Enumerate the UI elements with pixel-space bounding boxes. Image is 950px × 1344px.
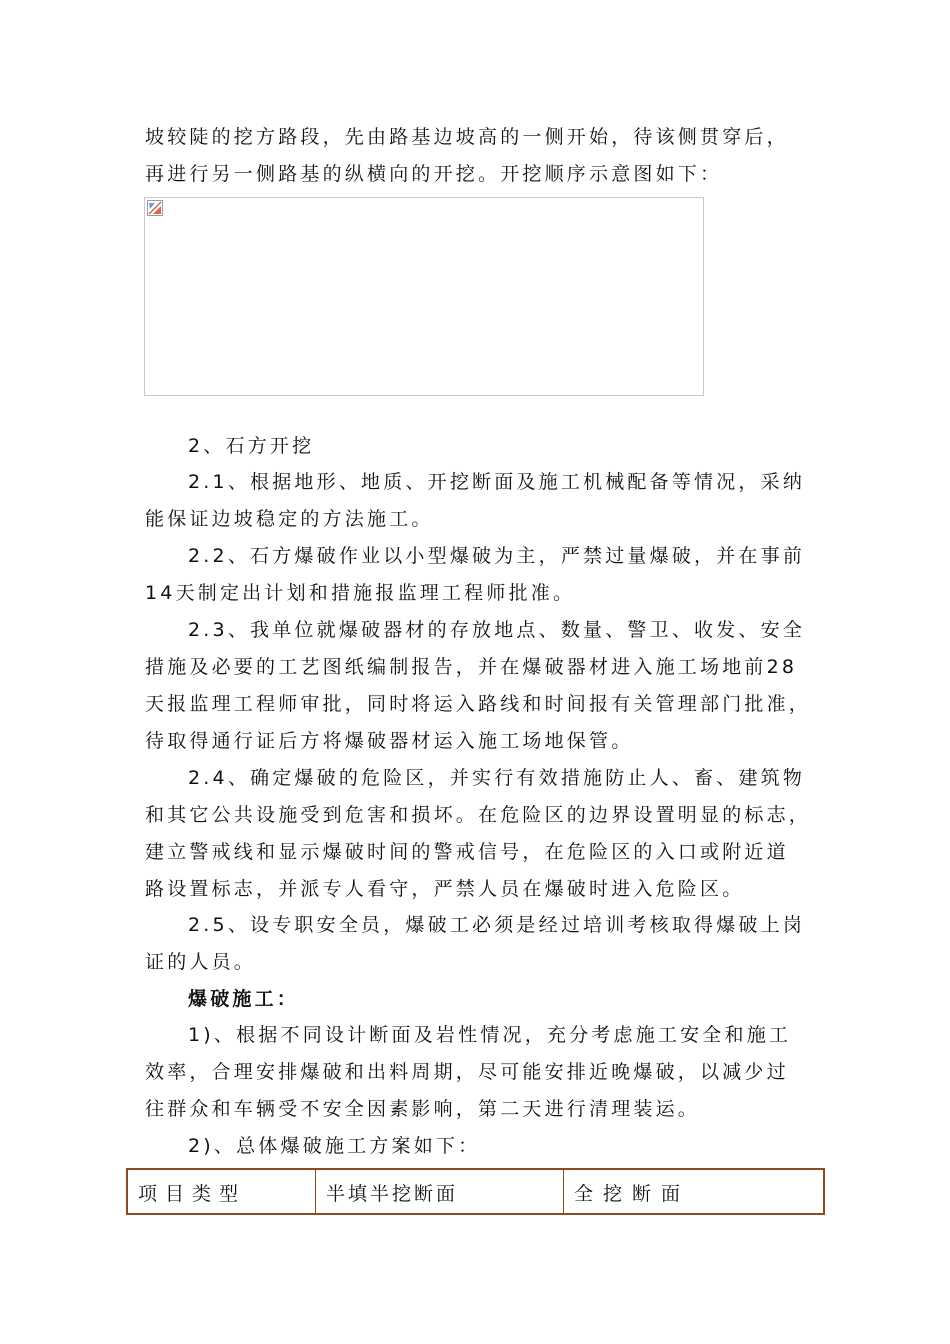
table-header-cell: 全挖断面: [563, 1170, 823, 1213]
text-line: 路设置标志，并派专人看守，严禁人员在爆破时进入危险区。: [145, 878, 745, 900]
text-line: 天报监理工程师审批，同时将运入路线和时间报有关管理部门批准，: [145, 693, 812, 715]
text-line: 待取得通行证后方将爆破器材运入施工场地保管。: [145, 730, 634, 752]
text-line: 2.5、设专职安全员，爆破工必须是经过培训考核取得爆破上岗: [188, 914, 806, 936]
text-line: 14天制定出计划和措施报监理工程师批准。: [145, 582, 576, 604]
text-line: 措施及必要的工艺图纸编制报告，并在爆破器材进入施工场地前28: [145, 656, 798, 678]
text-line: 2.2、石方爆破作业以小型爆破为主，严禁过量爆破，并在事前: [188, 545, 806, 567]
text-line: 坡较陡的挖方路段，先由路基边坡高的一侧开始，待该侧贯穿后，: [145, 126, 789, 148]
text-line: 能保证边坡稳定的方法施工。: [145, 508, 434, 530]
text-line: 再进行另一侧路基的纵横向的开挖。开挖顺序示意图如下：: [145, 163, 723, 185]
section-title: 2、石方开挖: [188, 435, 315, 457]
excavation-sequence-figure: [144, 197, 704, 396]
table-header-cell: 半填半挖断面: [315, 1170, 563, 1213]
text-line: 2.4、确定爆破的危险区，并实行有效措施防止人、畜、建筑物: [188, 767, 806, 789]
text-line: 1)、根据不同设计断面及岩性情况，充分考虑施工安全和施工: [188, 1024, 792, 1046]
blasting-plan-table: [126, 1168, 825, 1215]
text-line: 往群众和车辆受不安全因素影响，第二天进行清理装运。: [145, 1098, 701, 1120]
text-line: 建立警戒线和显示爆破时间的警戒信号，在危险区的入口或附近道: [145, 841, 789, 863]
text-line: 2)、总体爆破施工方案如下：: [188, 1135, 481, 1157]
table-header-cell: 项目类型: [138, 1183, 247, 1205]
text-line: 和其它公共设施受到危害和损坏。在危险区的边界设置明显的标志，: [145, 804, 812, 826]
broken-image-icon: [147, 200, 163, 216]
text-line: 效率，合理安排爆破和出料周期，尽可能安排近晚爆破，以减少过: [145, 1061, 789, 1083]
text-line: 证的人员。: [145, 951, 257, 973]
heading-blasting: 爆破施工：: [188, 988, 300, 1010]
text-line: 2.3、我单位就爆破器材的存放地点、数量、警卫、收发、安全: [188, 619, 806, 641]
text-line: 2.1、根据地形、地质、开挖断面及施工机械配备等情况，采纳: [188, 471, 806, 493]
